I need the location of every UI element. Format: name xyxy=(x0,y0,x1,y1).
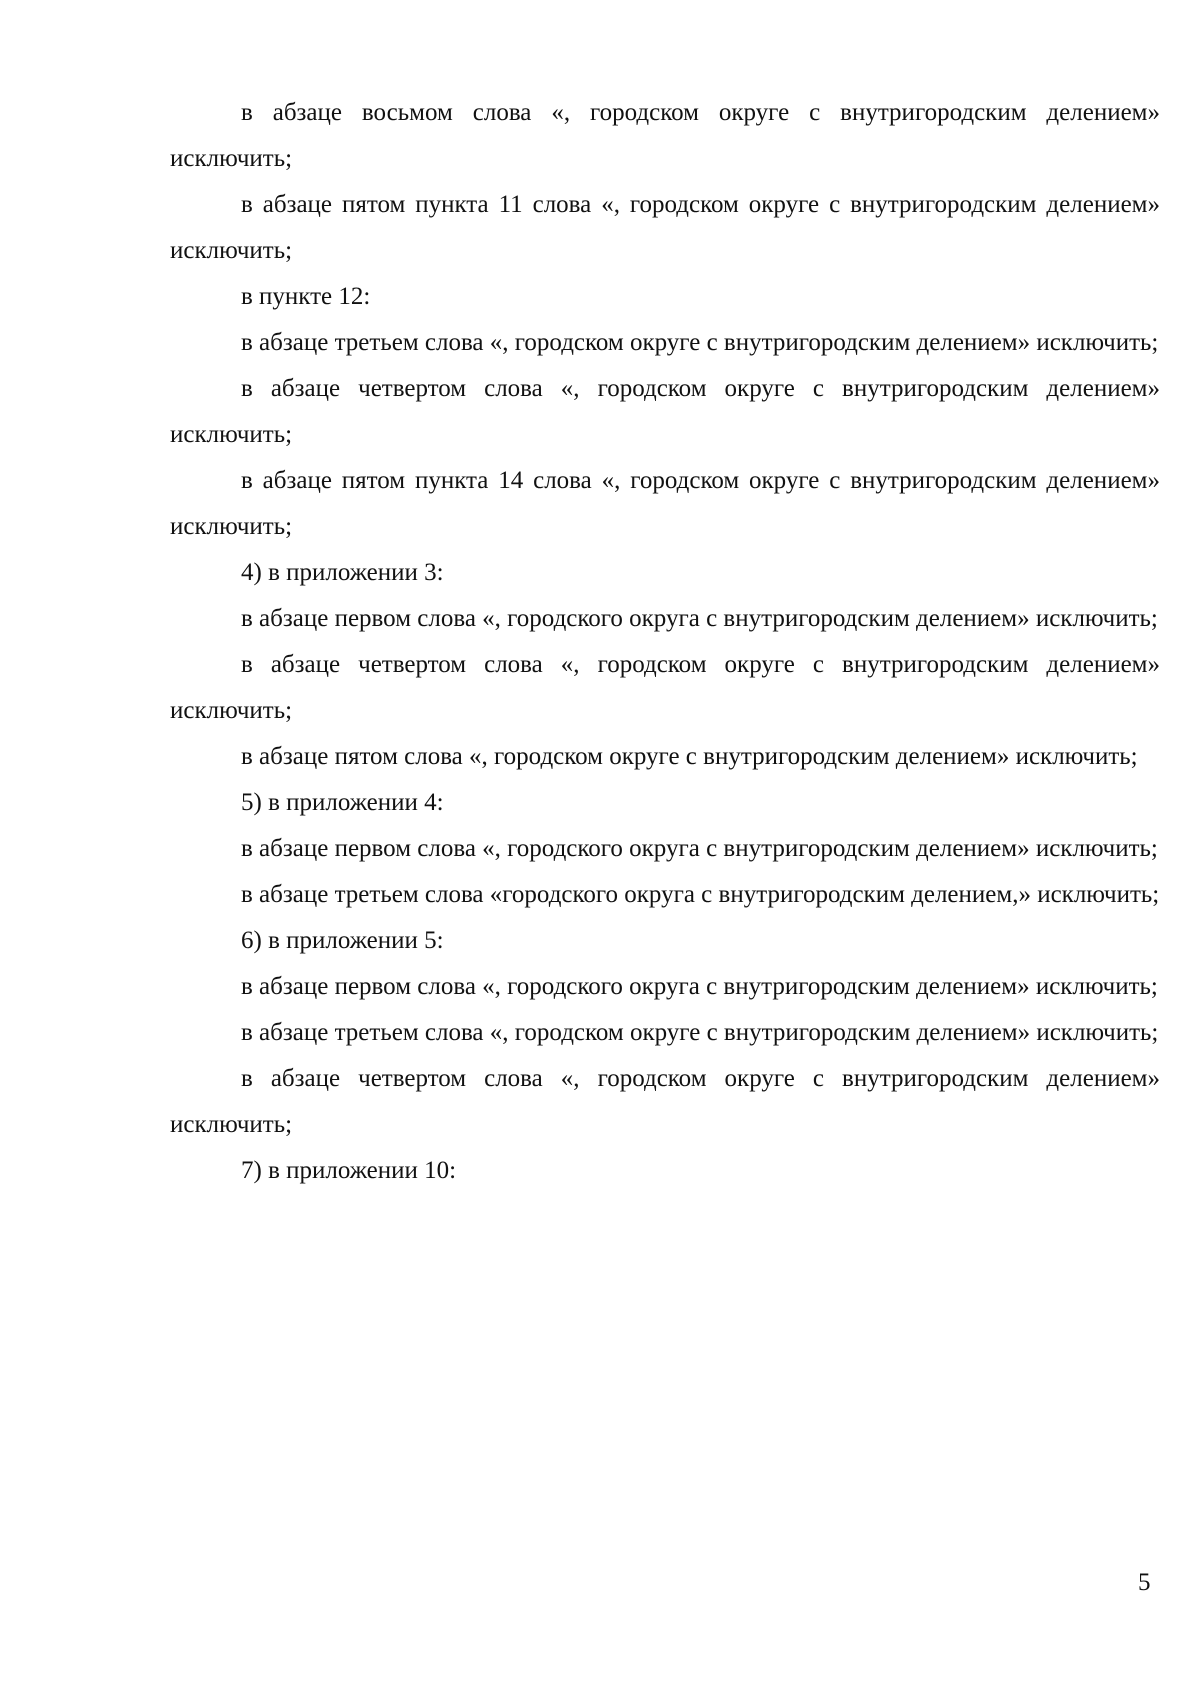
paragraph: 7) в приложении 10: xyxy=(241,1157,457,1184)
paragraph: в абзаце восьмом слова «, городском округе с внутригородским делением» исключить; xyxy=(170,99,1160,172)
paragraph: в абзаце первом слова «, городского округа с внутригородским делением» исключить; xyxy=(241,835,1158,862)
paragraph: в абзаце третьем слова «городского округа с внутригородским делением,» исключить; xyxy=(241,881,1160,908)
paragraph: 5) в приложении 4: xyxy=(241,789,444,816)
paragraph: в абзаце пятом пункта 14 слова «, городском округе с внутригородским делением» исключить; xyxy=(170,467,1160,540)
page-number: 5 xyxy=(1138,1569,1151,1596)
paragraph: в абзаце четвертом слова «, городском округе с внутригородским делением» исключить; xyxy=(170,1065,1160,1138)
paragraph: в абзаце четвертом слова «, городском округе с внутригородским делением» исключить; xyxy=(170,651,1160,724)
paragraph: в абзаце первом слова «, городского округа с внутригородским делением» исключить; xyxy=(241,605,1158,632)
paragraph: 4) в приложении 3: xyxy=(241,559,444,586)
paragraph: 6) в приложении 5: xyxy=(241,927,444,954)
paragraph: в абзаце третьем слова «, городском округе с внутригородским делением» исключить; xyxy=(241,1019,1159,1046)
paragraph: в абзаце третьем слова «, городском округе с внутригородским делением» исключить; xyxy=(241,329,1159,356)
paragraph: в абзаце пятом слова «, городском округе с внутригородским делением» исключить; xyxy=(241,743,1138,770)
document-body xyxy=(170,90,1160,1194)
paragraph: в пункте 12: xyxy=(241,283,371,310)
paragraph: в абзаце пятом пункта 11 слова «, городском округе с внутригородским делением» исключить; xyxy=(170,191,1160,264)
paragraph: в абзаце первом слова «, городского округа с внутригородским делением» исключить; xyxy=(241,973,1158,1000)
paragraph: в абзаце четвертом слова «, городском округе с внутригородским делением» исключить; xyxy=(170,375,1160,448)
